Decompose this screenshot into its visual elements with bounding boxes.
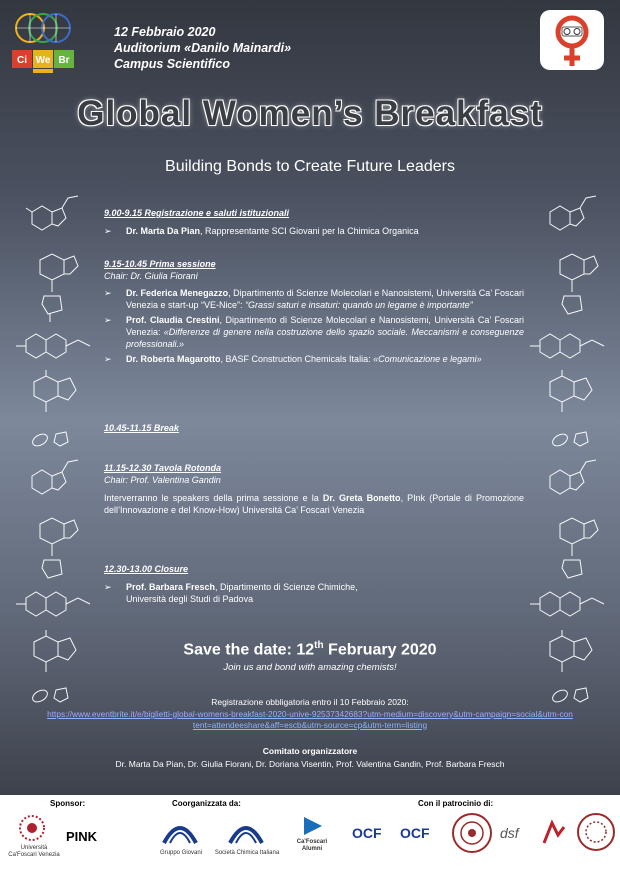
alumni-text: Ca'Foscari Alumni <box>296 839 328 852</box>
save-suffix: February 2020 <box>323 641 437 659</box>
molecule-icon <box>540 456 600 506</box>
session-time: 12.30-13.00 Closure <box>104 564 189 574</box>
molecule-icon <box>548 426 592 452</box>
subtitle: Building Bonds to Create Future Leaders <box>165 158 455 175</box>
molecule-icon <box>540 252 606 324</box>
session-registration <box>104 207 524 237</box>
speaker-affiliation: , BASF Construction Chemicals Italia: <box>220 354 374 364</box>
molecule-icon <box>540 192 600 242</box>
molecule-icon <box>540 368 600 416</box>
dsf-logo: dsf <box>500 825 519 841</box>
event-campus: Campus Scientifico <box>114 57 230 71</box>
ocf-logo-2: OCF <box>400 825 430 841</box>
talk-title: “Grassi saturi e insaturi: quando un legame è importante” <box>245 300 473 310</box>
unive-logo-text: Università Ca'Foscari Venezia <box>8 845 60 858</box>
speaker-name: Dr. Federica Menegazzo <box>126 288 229 298</box>
molecule-icon <box>20 252 86 324</box>
save-superscript: th <box>314 640 324 651</box>
speaker-item <box>104 581 524 605</box>
ocf-logo-1: OCF <box>352 825 382 841</box>
committee-label: Comitato organizzatore <box>262 746 358 756</box>
molecule-icon <box>12 330 98 364</box>
molecule-icon <box>22 192 82 242</box>
save-the-date-title <box>0 640 620 659</box>
session-first <box>104 258 524 365</box>
session-round-table <box>104 462 524 516</box>
sci-giovani-text: Gruppo Giovani <box>159 850 203 856</box>
session-closure <box>104 563 524 605</box>
red-figure-logo-icon <box>540 819 568 847</box>
round-table-intro: Interverranno le speakers della prima sessione e la <box>104 493 323 503</box>
arrow-bullet-icon: ➢ <box>104 582 112 592</box>
main-title: Global Women’s Breakfast <box>77 94 543 133</box>
patronage-label: Con il patrocinio di: <box>418 799 494 808</box>
round-table-text <box>104 492 524 516</box>
speaker-name: Dr. Roberta Magarotto <box>126 354 221 364</box>
speaker-affiliation: , Dipartimento di Scienze Chimiche, <box>215 582 358 592</box>
speaker-name: Dr. Greta Bonetto <box>322 493 401 503</box>
speaker-name: Prof. Barbara Fresch <box>126 582 216 592</box>
save-the-date-subtitle: Join us and bond with amazing chemists! <box>223 662 397 673</box>
session-time: 11.15-12.30 Tavola Rotonda <box>104 463 222 473</box>
molecule-icon <box>540 516 606 588</box>
sci-giovani-logo-icon <box>160 817 200 847</box>
molecule-icon <box>24 368 84 416</box>
logo-letter-ci: Ci <box>17 55 27 66</box>
event-date: 12 Febbraio 2020 <box>114 25 216 39</box>
molecule-icon <box>22 456 82 506</box>
talk-title: «Differenze di genere nella costruzione dello spazio sociale. Meccanismi e conseguenze professionali.» <box>126 327 524 349</box>
pink-logo: PINK <box>66 829 98 844</box>
event-venue: Auditorium «Danilo Mainardi» <box>114 41 292 55</box>
padova-seal-icon <box>576 811 616 853</box>
logo-letter-we: We <box>35 55 51 66</box>
speaker-item <box>104 353 524 365</box>
committee-names: Dr. Marta Da Pian, Dr. Giulia Fiorani, Dr. Doriana Visentin, Prof. Valentina Gandin, Prof. Barbara Fresch <box>115 759 505 769</box>
molecule-icon <box>20 516 86 588</box>
speaker-affiliation: , PInk (Portale di Promozione dell’Innovazione e del Know-How) Universitá Ca’ Foscari Venezia <box>104 493 524 515</box>
arrow-bullet-icon: ➢ <box>104 354 112 364</box>
ciwebr-logo <box>8 6 78 76</box>
alumni-logo-icon <box>302 815 324 837</box>
speaker-item <box>104 287 524 311</box>
molecule-icon <box>526 330 612 364</box>
department-seal-icon <box>450 811 494 855</box>
sci-logo-icon <box>226 817 266 847</box>
session-chair: Chair: Dr. Giulia Fiorani <box>104 271 198 281</box>
speaker-name: Dr. Marta Da Pian <box>126 226 201 236</box>
sci-text: Società Chimica Italiana <box>214 850 280 856</box>
coorganized-label: Coorganizzata da: <box>172 799 241 808</box>
speaker-university: Università degli Studi di Padova <box>126 594 254 604</box>
registration-label: Registrazione obbligatoria entro il 10 Febbraio 2020: <box>211 697 409 707</box>
talk-title: «Comunicazione e legami» <box>373 354 482 364</box>
speaker-item <box>104 314 524 350</box>
logo-letter-br: Br <box>58 55 70 66</box>
arrow-bullet-icon: ➢ <box>104 288 112 298</box>
save-prefix: Save the date: 12 <box>183 641 315 659</box>
session-time: 9.15-10.45 Prima sessione <box>104 259 216 269</box>
speaker-item <box>104 225 524 237</box>
arrow-bullet-icon: ➢ <box>104 226 112 236</box>
registration-link[interactable]: https://www.eventbrite.it/e/biglietti-global-womens-breakfast-2020-unive-92537342683?utm-medium=discovery&utm-campaign=social&utm-content=attendeeshare&aff=escb&utm-source=cp&utm-term=listing <box>47 709 573 730</box>
speaker-name: Prof. Claudia Crestini <box>126 315 220 325</box>
venus-symbol-icon <box>540 10 604 70</box>
session-break <box>104 422 524 434</box>
sponsor-label: Sponsor: <box>50 799 86 808</box>
molecule-icon <box>28 426 72 452</box>
session-time: 10.45-11.15 Break <box>104 423 179 433</box>
molecule-icon <box>12 588 98 622</box>
speaker-affiliation: , Rappresentante SCI Giovani per la Chimica Organica <box>200 226 419 236</box>
molecule-icon <box>526 588 612 622</box>
event-info <box>114 24 291 72</box>
speaker-affiliation: , Dipartimento di Scienze Molecolari e Nanosistemi, Università Ca’ Foscari Venezia e start-up “VE-Nice”: <box>126 288 524 310</box>
session-time: 9.00-9.15 Registrazione e saluti istituzionali <box>104 208 290 218</box>
session-chair: Chair: Prof. Valentina Gandin <box>104 475 221 485</box>
unive-seal-icon <box>12 813 52 843</box>
footer-logos <box>0 795 620 877</box>
speaker-affiliation: , Dipartimento di Scienze Molecolari e Nanosistemi, Universitá Ca’ Foscari Venezia: <box>126 315 524 337</box>
arrow-bullet-icon: ➢ <box>104 315 112 325</box>
